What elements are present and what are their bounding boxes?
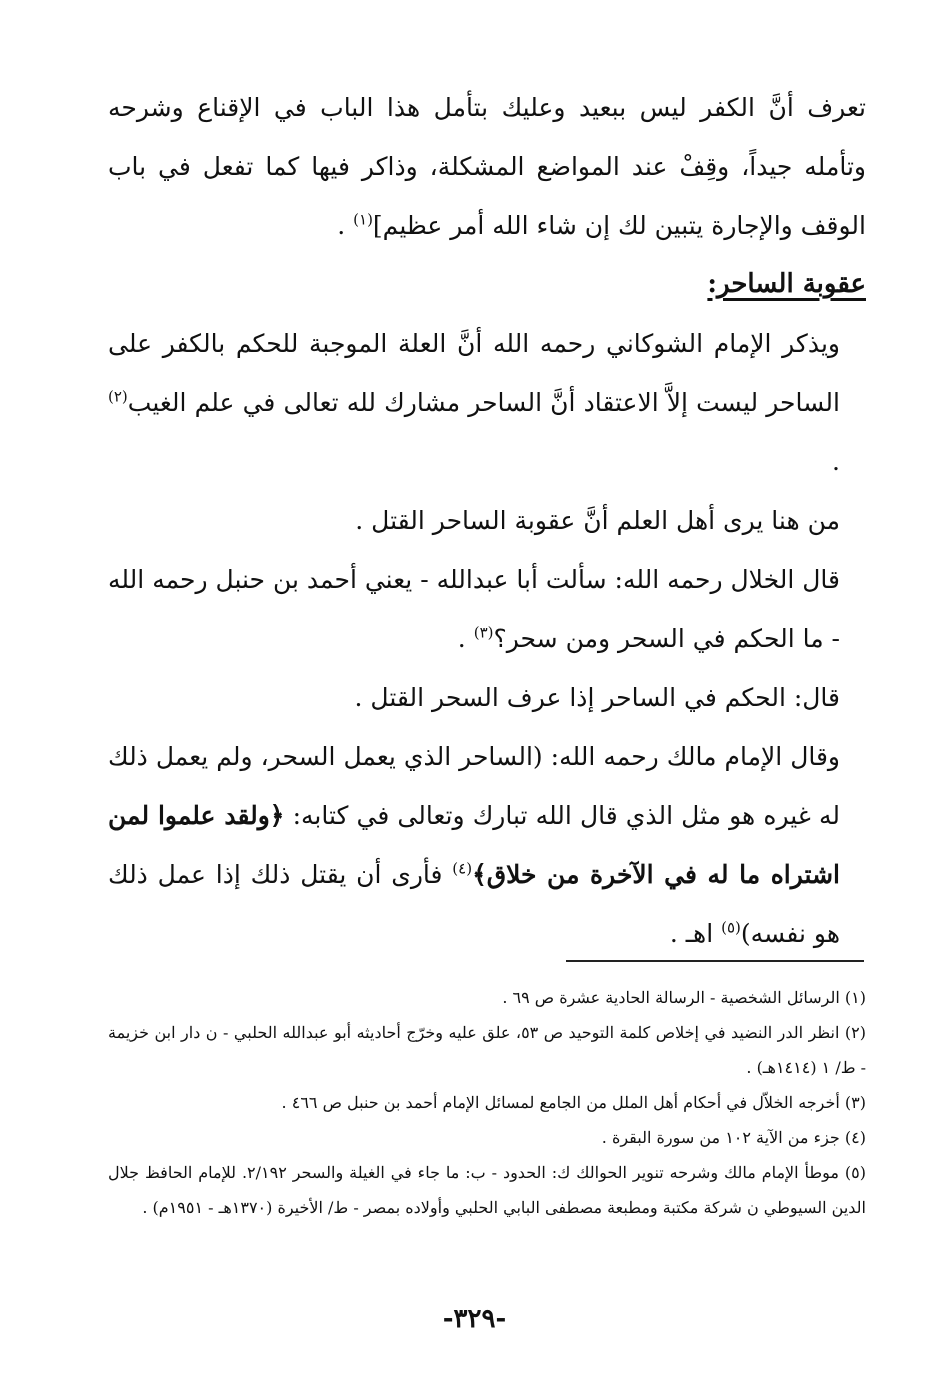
paragraph-1-end: . <box>337 211 354 240</box>
paragraph-3 <box>108 491 866 550</box>
footnote-4: (٤) جزء من الآية ١٠٢ من سورة البقرة . <box>601 1128 866 1147</box>
footnotes <box>108 980 866 1225</box>
paragraph-1 <box>108 78 866 255</box>
footnote-ref-4: (٤) <box>452 859 473 878</box>
section-heading-text: عقوبة الساحر: <box>707 269 866 299</box>
section-heading <box>108 255 866 314</box>
footnote-2: (٢) انظر الدر النضيد في إخلاص كلمة التوحيد ص ٥٣، علق عليه وخرّج أحاديثه أبو عبدالله الحلبي - ن دار ابن خزيمة - ط/ ١ (١٤١٤هـ) . <box>108 1023 866 1077</box>
quran-quote: ﴿ولقد علموا لمن اشتراه ما له في الآخرة من خلاق﴾ <box>108 801 840 889</box>
footnote-divider <box>566 960 864 962</box>
paragraph-3-text: من هنا يرى أهل العلم أنَّ عقوبة الساحر القتل . <box>355 506 840 535</box>
paragraph-2 <box>108 314 866 491</box>
paragraph-4-text: قال الخلال رحمه الله: سألت أبا عبدالله - يعني أحمد بن حنبل رحمه الله - ما الحكم في السحر ومن سحر؟ <box>108 565 840 653</box>
footnote-ref-3: (٣) <box>473 623 494 642</box>
paragraph-2-end: . <box>832 447 840 476</box>
paragraph-4 <box>108 550 866 668</box>
paragraph-1-text: تعرف أنَّ الكفر ليس ببعيد وعليك بتأمل هذا الباب في الإقناع وشرحه وتأمله جيداً، وقِفْ عند المواضع المشكلة، وذاكر فيها كما تفعل في باب الوقف والإجارة يتبين لك إن شاء الله أمر عظيم] <box>108 93 866 240</box>
paragraph-4-end: . <box>457 624 474 653</box>
footnote-ref-2: (٢) <box>108 387 128 406</box>
paragraph-5 <box>108 668 866 727</box>
paragraph-6 <box>108 727 866 963</box>
paragraph-6-end: اهـ . <box>669 919 722 948</box>
paragraph-6-text-start: وقال الإمام مالك رحمه الله: (الساحر الذي يعمل السحر، ولم يعمل ذلك له غيره هو مثل الذي قال الله تبارك وتعالى في كتابه: <box>108 742 840 830</box>
footnote-ref-5: (٥) <box>721 918 741 937</box>
paragraph-5-text: قال: الحكم في الساحر إذا عرف السحر القتل . <box>354 683 840 712</box>
footnote-5: (٥) موطأ الإمام مالك وشرحه تنوير الحوالك ك: الحدود - ب: ما جاء في الغيلة والسحر ٢/١٩٢. للإمام الحافظ جلال الدين السيوطي ن شركة مكتبة ومطبعة مصطفى البابي الحلبي وأولاده بمصر - ط/ الأخيرة (١٣٧٠هـ - ١٩٥١م) . <box>108 1163 866 1217</box>
paragraph-6-text-mid: فأرى أن يقتل ذلك إذا عمل ذلك هو نفسه) <box>108 860 840 948</box>
footnote-3: (٣) أخرجه الخلاّل في أحكام أهل الملل من الجامع لمسائل الإمام أحمد بن حنبل ص ٤٦٦ . <box>281 1093 866 1112</box>
footnote-ref-1: (١) <box>353 210 373 229</box>
paragraph-2-text: ويذكر الإمام الشوكاني رحمه الله أنَّ العلة الموجبة للحكم بالكفر على الساحر ليست إلاَّ الاعتقاد أنَّ الساحر مشارك لله تعالى في علم الغيب <box>108 329 840 417</box>
footnote-1: (١) الرسائل الشخصية - الرسالة الحادية عشرة ص ٦٩ . <box>502 988 866 1007</box>
main-text <box>108 78 866 963</box>
page-number: -٣٢٩- <box>442 1304 507 1334</box>
